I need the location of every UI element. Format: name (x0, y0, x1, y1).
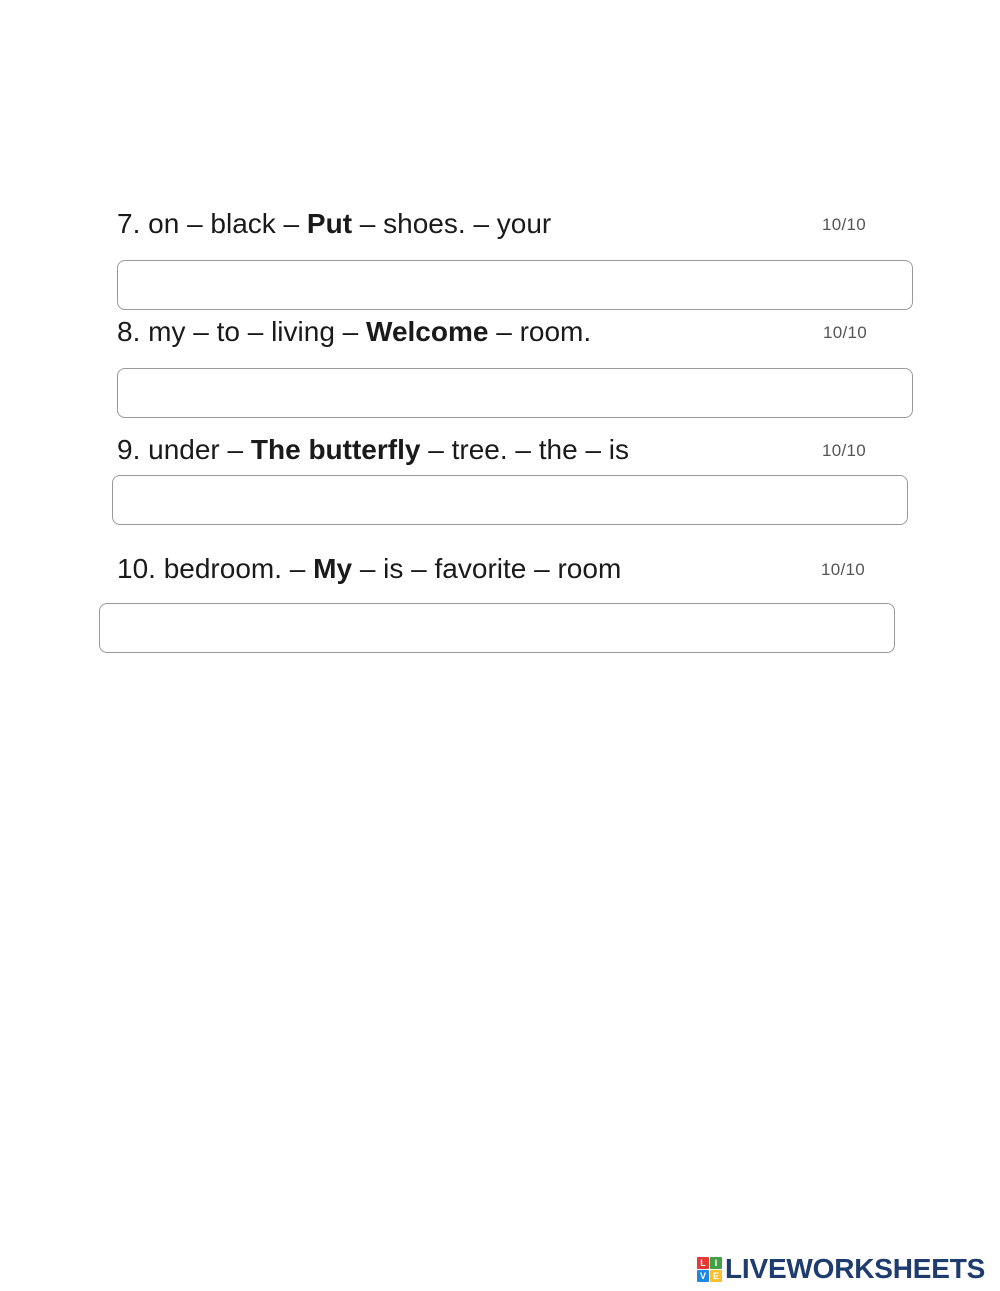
question-text-bold: Put (306, 208, 353, 239)
question-text-after: – is – favorite – room (352, 553, 622, 584)
logo-tile-v: V (697, 1270, 709, 1282)
question-8-score: 10/10 (823, 323, 868, 342)
question-7-score: 10/10 (822, 215, 867, 234)
question-7-answer-input[interactable] (117, 260, 913, 310)
question-8-prompt (117, 315, 591, 349)
question-9-answer-input[interactable] (112, 475, 908, 525)
question-10-prompt (117, 552, 621, 586)
question-10-answer-input[interactable] (99, 603, 895, 653)
liveworksheets-branding (697, 1253, 985, 1285)
question-9-score: 10/10 (822, 441, 867, 460)
question-text-bold: Welcome (366, 316, 489, 347)
question-number: 10. (117, 553, 156, 584)
question-text-after: – room. (488, 316, 592, 347)
question-10-score: 10/10 (821, 560, 866, 579)
question-text-before: on – black – (148, 208, 307, 239)
logo-tile-i: I (710, 1257, 722, 1269)
question-9-prompt (117, 433, 629, 467)
question-text-before: bedroom. – (163, 553, 314, 584)
question-text-after: – tree. – the – is (420, 434, 630, 465)
logo-tile-e: E (710, 1270, 722, 1282)
question-number: 7. (117, 208, 141, 239)
logo-tile-l: L (697, 1257, 709, 1269)
question-text-before: my – to – living – (148, 316, 367, 347)
question-number: 9. (117, 434, 141, 465)
liveworksheets-logo-icon (697, 1257, 722, 1282)
question-number: 8. (117, 316, 141, 347)
question-7-prompt (117, 207, 551, 241)
question-8-answer-input[interactable] (117, 368, 913, 418)
question-text-bold: The butterfly (250, 434, 421, 465)
brand-name: LIVEWORKSHEETS (725, 1253, 986, 1284)
question-text-bold: My (313, 553, 353, 584)
question-text-after: – shoes. – your (352, 208, 552, 239)
question-text-before: under – (148, 434, 251, 465)
